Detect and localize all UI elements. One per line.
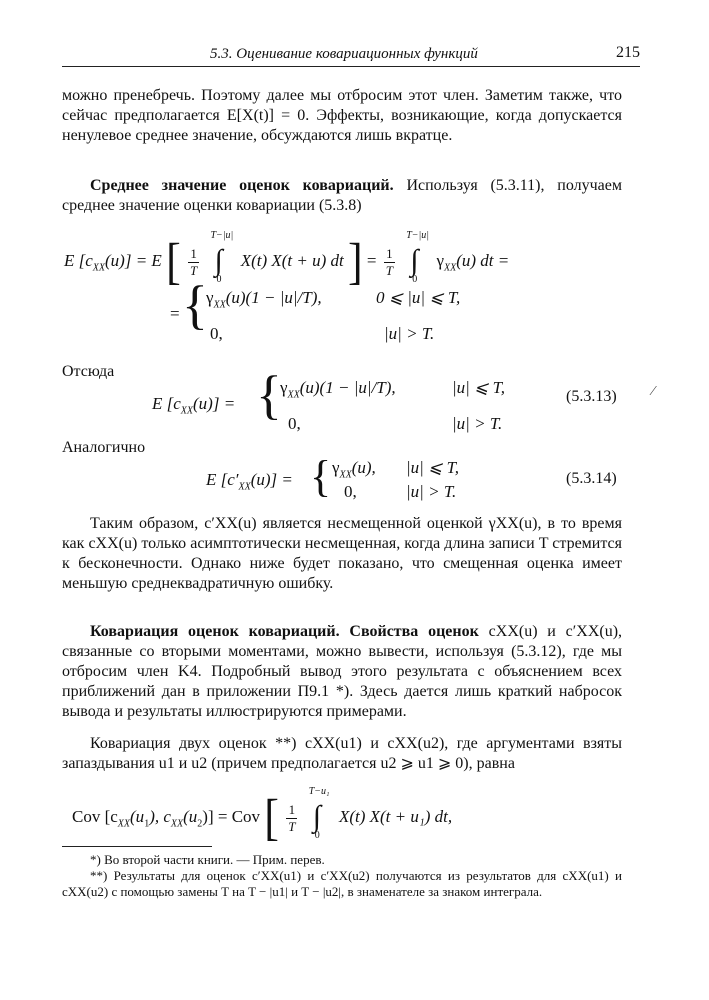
equation-mean-cases: = { $\gamma_{XX}(u)(1 - |u|/T)$, 0 ⩽ |u| ⩽ T, 0, |u| > T.	[170, 275, 461, 343]
running-head	[62, 44, 640, 67]
equation-5-3-14: E $[c'_{XX}(u)]$ = { $\gamma_{XX}(u)$, |u| ⩽ T, 0, |u| > T.	[206, 456, 506, 506]
equation-mean-expectation: E $[c_{XX}(u)] = E$ [ $\frac{1}{T}$ T−|u| ∫ 0 X(t) X(t + u) dt ] = $\frac{1}{T}$ T−|u| ∫ 0 $\gamma_{XX}(u)$ dt =	[64, 230, 510, 290]
page-number: 215	[616, 44, 640, 61]
equation-5-3-13: E $[c_{XX}(u)]$ = { $\gamma_{XX}(u)(1 - |u|/T)$, |u| ⩽ T, 0, |u| > T.	[152, 365, 506, 433]
section-heading-mean: Среднее значение оценок ковариаций.	[90, 177, 394, 194]
margin-mark: ⁄	[652, 384, 655, 399]
otsyuda: Отсюда	[62, 363, 115, 380]
equation-number-5-3-14: (5.3.14)	[566, 470, 617, 487]
footnotes	[62, 852, 622, 900]
section-covariance	[62, 622, 622, 722]
section-text-mean: Используя (5.3.11), получаем среднее значение оценки ковариации (5.3.8)	[62, 177, 623, 214]
fraction-2: $\frac{1}{T}$	[385, 245, 393, 278]
paragraph-5: Ковариация двух оценок **) cXX(u1) и cXX(u2), где аргументами взяты запаздывания u1 и u2 (причем предполагается u2 ⩾ u1 ⩾ 0), равна	[62, 735, 622, 772]
section-mean-estimates	[62, 176, 622, 216]
analogichno: Аналогично	[62, 439, 146, 456]
left-brace: {	[256, 365, 282, 425]
left-brace: {	[310, 452, 332, 501]
integral-sign: T−|u| ∫ 0	[210, 230, 234, 285]
paragraph-1	[62, 86, 622, 146]
running-title: 5.3. Оценивание ковариационных функций	[210, 46, 478, 62]
footnote-1: *) Во второй части книги. — Прим. перев.	[90, 852, 325, 867]
footnote-2: **) Результаты для оценок c′XX(u1) и c′XX(u2) получаются из результатов для cXX(u1) и cXX(u2) с помощью замены T на T − |u1| и T − |u2|, в знаменателе за знаком интеграла.	[62, 868, 622, 899]
left-brace: {	[182, 275, 208, 335]
integral-sign: T−u₁ ∫ 0	[308, 786, 330, 841]
paragraph-1-text: можно пренебречь. Поэтому далее мы отбросим этот член. Заметим также, что сейчас предполагается E[X(t)] = 0. Эффекты, возникающие, когда допускается ненулевое среднее значение, обсуждаются лишь вкратце.	[62, 87, 622, 144]
equation-covariance: Cov [$c_{XX}(u_1)$, $c_{XX}(u_2)$] = Cov [ $\frac{1}{T}$ T−u₁ ∫ 0 X(t) X(t + u₁) dt,	[72, 786, 453, 846]
paragraph-3: Таким образом, c′XX(u) является несмещенной оценкой γXX(u), в то время как cXX(u) только асимптотически несмещенная, когда длина записи T стремится к бесконечности. Однако ниже будет показано, что смещенная оценка имеет меньшую среднеквадратичную ошибку.	[62, 515, 622, 592]
fraction: $\frac{1}{T}$	[189, 245, 198, 278]
left-bracket: [	[264, 789, 279, 846]
section-text-covariance: cXX(u) и c′XX(u), связанные со вторыми моментами, можно вывести, используя (5.3.12), где мы отбросим член K4. Подробный вывод этого результата с объяснением всех приближений дан в приложении П9.1 *). Здесь дается лишь краткий набросок вывода и результаты иллюстрируются примерами.	[62, 623, 623, 720]
equation-number-5-3-13: (5.3.13)	[566, 388, 617, 405]
integral-sign-2: T−|u| ∫ 0	[406, 230, 430, 285]
footnote-rule	[62, 846, 212, 847]
section-heading-covariance: Ковариация оценок ковариаций. Свойства оценок	[90, 623, 479, 640]
right-bracket: ]	[348, 233, 363, 290]
fraction: $\frac{1}{T}$	[288, 801, 296, 834]
left-bracket: [	[166, 233, 181, 290]
